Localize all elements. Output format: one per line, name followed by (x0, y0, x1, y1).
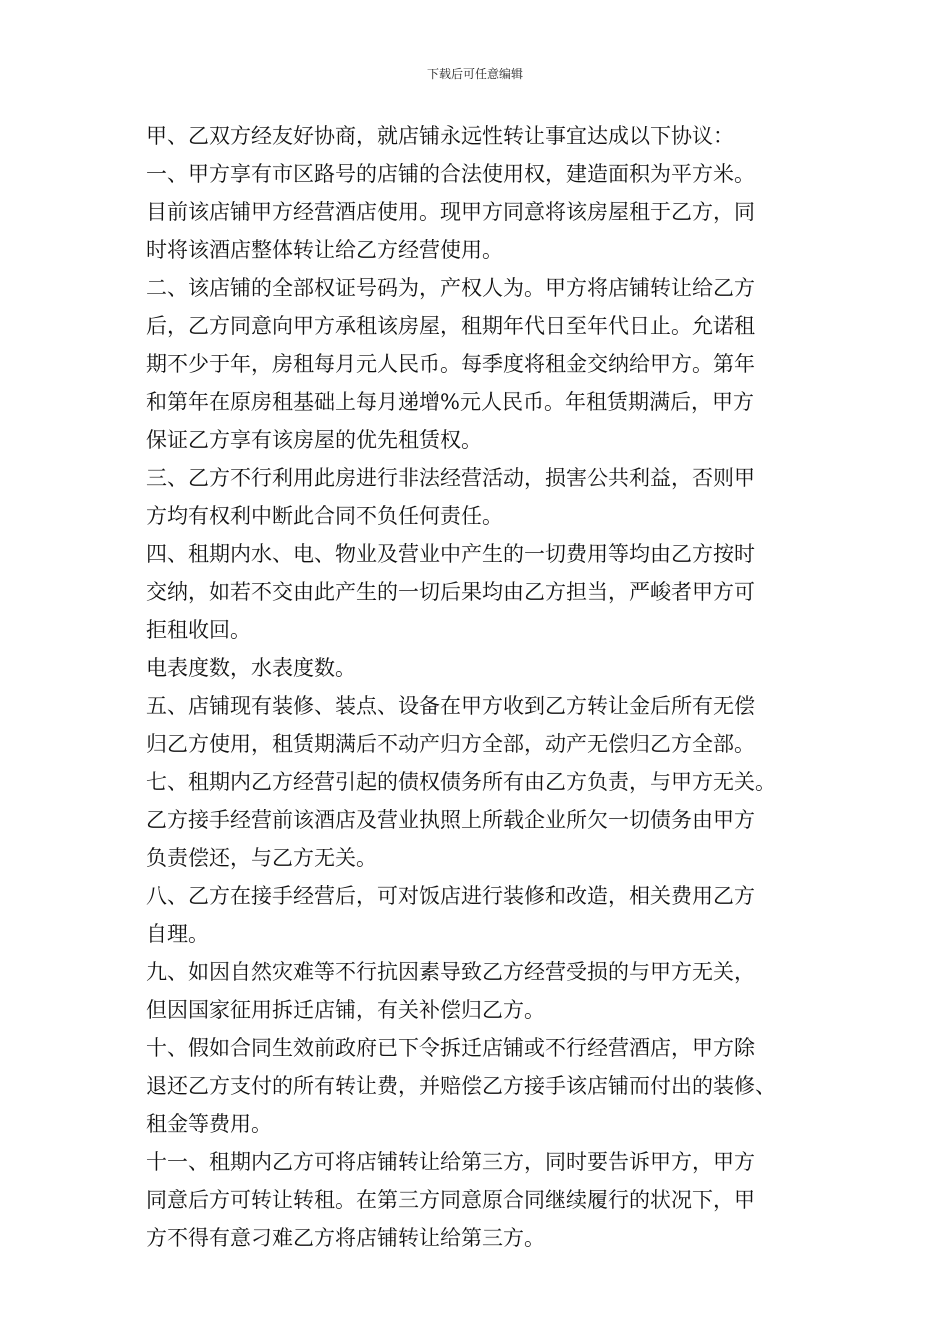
text-line: 退还乙方支付的所有转让费，并赔偿乙方接手该店铺而付出的装修、 (146, 1074, 776, 1098)
text-line: 乙方接手经营前该酒店及营业执照上所载企业所欠一切债务由甲方 (146, 808, 755, 832)
text-line: 八、乙方在接手经营后，可对饭店进行装修和改造，相关费用乙方 (146, 884, 755, 908)
text-line: 交纳，如若不交由此产生的一切后果均由乙方担当，严峻者甲方可 (146, 580, 755, 604)
text-line: 时将该酒店整体转让给乙方经营使用。 (146, 238, 503, 262)
text-line: 方均有权利中断此合同不负任何责任。 (146, 504, 503, 528)
text-line: 三、乙方不行利用此房进行非法经营活动，损害公共利益，否则甲 (146, 466, 755, 490)
text-line: 甲、乙双方经友好协商，就店铺永远性转让事宜达成以下协议： (146, 124, 734, 148)
text-line: 负责偿还，与乙方无关。 (146, 846, 377, 870)
text-line: 归乙方使用，租赁期满后不动产归方全部，动产无偿归乙方全部。 (146, 732, 755, 756)
text-line: 四、租期内水、电、物业及营业中产生的一切费用等均由乙方按时 (146, 542, 755, 566)
text-line: 十一、租期内乙方可将店铺转让给第三方，同时要告诉甲方，甲方 (146, 1150, 755, 1174)
text-line: 但因国家征用拆迁店铺，有关补偿归乙方。 (146, 998, 545, 1022)
text-line: 后，乙方同意向甲方承租该房屋，租期年代日至年代日止。允诺租 (146, 314, 755, 338)
text-line: 五、店铺现有装修、装点、设备在甲方收到乙方转让金后所有无偿 (146, 694, 755, 718)
text-line: 自理。 (146, 922, 209, 946)
text-line: 期不少于年，房租每月元人民币。每季度将租金交纳给甲方。第年 (146, 352, 755, 376)
text-line: 二、该店铺的全部权证号码为，产权人为。甲方将店铺转让给乙方 (146, 276, 755, 300)
text-line: 九、如因自然灾难等不行抗因素导致乙方经营受损的与甲方无关， (146, 960, 755, 984)
text-line: 七、租期内乙方经营引起的债权债务所有由乙方负责，与甲方无关。 (146, 770, 776, 794)
text-line: 方不得有意刁难乙方将店铺转让给第三方。 (146, 1226, 545, 1250)
text-line: 十、假如合同生效前政府已下令拆迁店铺或不行经营酒店，甲方除 (146, 1036, 755, 1060)
text-line: 拒租收回。 (146, 618, 251, 642)
text-line: 和第年在原房租基础上每月递增%元人民币。年租赁期满后，甲方 (146, 390, 754, 414)
text-line: 保证乙方享有该房屋的优先租赁权。 (146, 428, 482, 452)
text-line: 租金等费用。 (146, 1112, 272, 1136)
text-line: 一、甲方享有市区路号的店铺的合法使用权，建造面积为平方米。 (146, 162, 755, 186)
text-line: 同意后方可转让转租。在第三方同意原合同继续履行的状况下，甲 (146, 1188, 755, 1212)
document-body (146, 117, 836, 1257)
text-line: 目前该店铺甲方经营酒店使用。现甲方同意将该房屋租于乙方，同 (146, 200, 755, 224)
page-header-note: 下载后可任意编辑 (426, 67, 523, 81)
text-line: 电表度数，水表度数。 (146, 656, 356, 680)
